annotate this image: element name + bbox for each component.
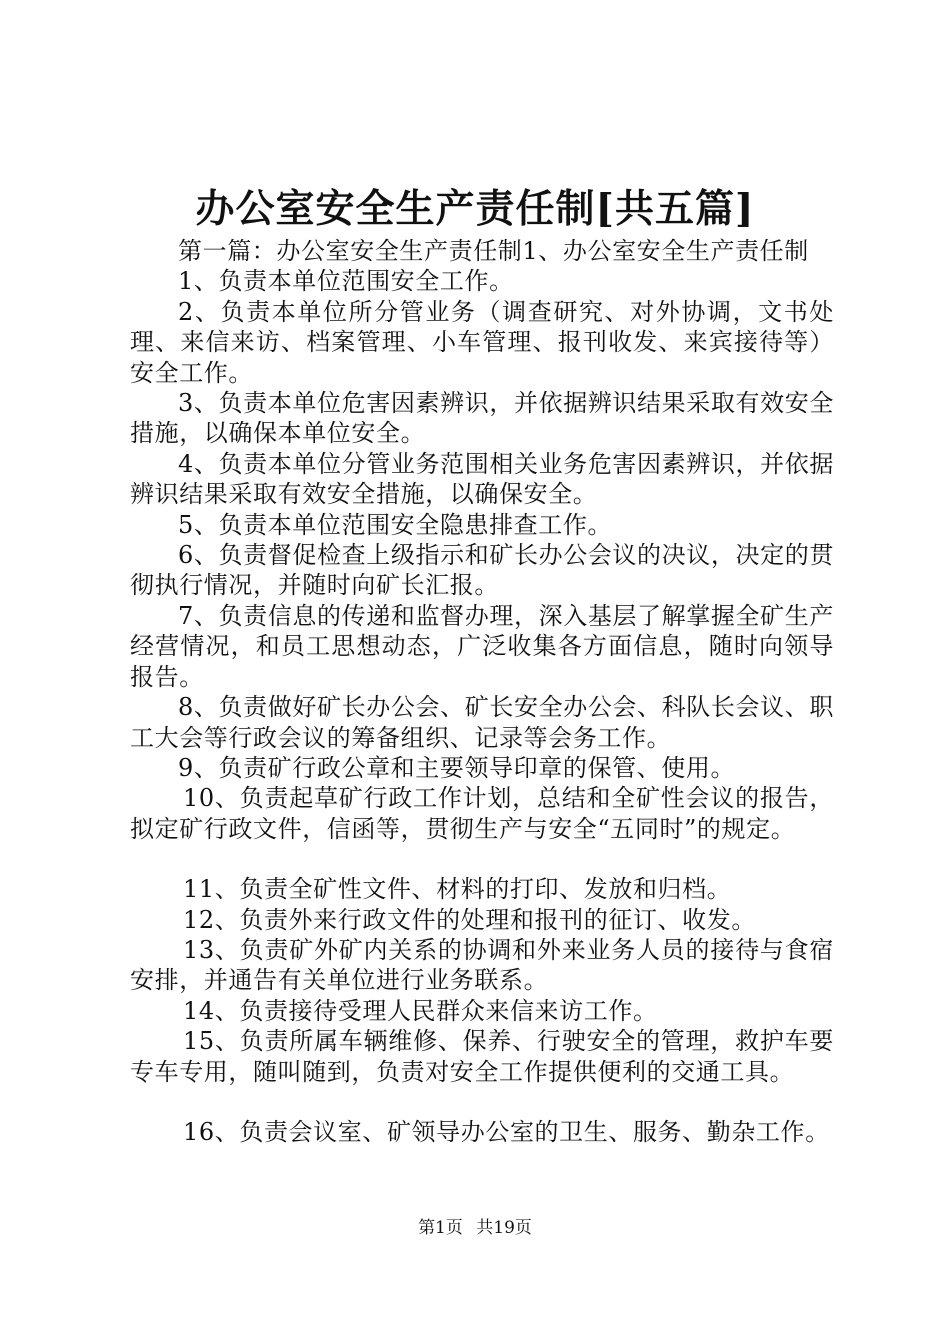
paragraph-item-8: 8、负责做好矿长办公会、矿长安全办公会、科队长会议、职工大会等行政会议的筹备组织、记录等会务工作。 [130, 693, 834, 752]
paragraph-item-10: 10、负责起草矿行政工作计划，总结和全矿性会议的报告，拟定矿行政文件，信函等，贯彻生产与安全“五同时”的规定。 [130, 784, 834, 843]
paragraph-item-15: 15、负责所属车辆维修、保养、行驶安全的管理，救护车要专车专用，随叫随到，负责对安全工作提供便利的交通工具。 [130, 1027, 834, 1086]
document-title: 办公室安全生产责任制[共五篇] [195, 186, 755, 232]
page-number-total: 共19页 [476, 1218, 532, 1238]
paragraph-item-16: 16、负责会议室、矿领导办公室的卫生、服务、勤杂工作。 [183, 1117, 830, 1146]
paragraph-item-9: 9、负责矿行政公章和主要领导印章的保管、使用。 [178, 753, 736, 782]
paragraph-section-heading: 第一篇：办公室安全生产责任制1、办公室安全生产责任制 [178, 237, 809, 265]
page-number-current: 第1页 [418, 1218, 463, 1238]
paragraph-item-11: 11、负责全矿性文件、材料的打印、发放和归档。 [183, 875, 732, 904]
paragraph-item-12: 12、负责外来行政文件的处理和报刊的征订、收发。 [183, 905, 756, 934]
paragraph-item-2: 2、负责本单位所分管业务（调查研究、对外协调，文书处理、来信来访、档案管理、小车管理、报刊收发、来宾接待等）安全工作。 [130, 297, 834, 387]
page-footer [0, 1216, 950, 1240]
paragraph-item-4: 4、负责本单位分管业务范围相关业务危害因素辨识，并依据辨识结果采取有效安全措施，以确保安全。 [130, 449, 834, 509]
paragraph-item-1: 1、负责本单位范围安全工作。 [178, 267, 514, 296]
paragraph-item-7: 7、负责信息的传递和监督办理，深入基层了解掌握全矿生产经营情况，和员工思想动态，广泛收集各方面信息，随时向领导报告。 [130, 601, 834, 691]
document-body [130, 236, 834, 1147]
paragraph-item-5: 5、负责本单位范围安全隐患排查工作。 [178, 510, 613, 539]
paragraph-item-13: 13、负责矿外矿内关系的协调和外来业务人员的接待与食宿安排，并通告有关单位进行业务联系。 [130, 935, 834, 995]
paragraph-item-6: 6、负责督促检查上级指示和矿长办公会议的决议，决定的贯彻执行情况，并随时向矿长汇报。 [130, 541, 834, 600]
paragraph-item-3: 3、负责本单位危害因素辨识，并依据辨识结果采取有效安全措施，以确保本单位安全。 [130, 389, 834, 448]
paragraph-item-14: 14、负责接待受理人民群众来信来访工作。 [183, 996, 658, 1025]
